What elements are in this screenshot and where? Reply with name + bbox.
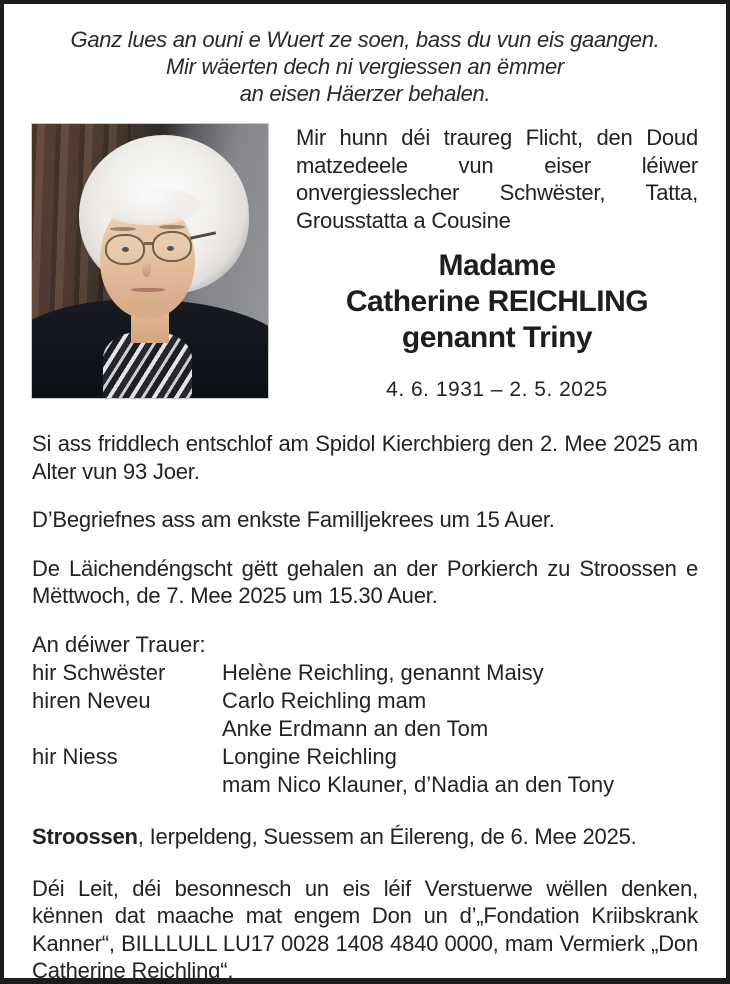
photo-eyebrow-left — [110, 227, 136, 231]
relation-names: mam Nico Klauner, d’Nadia an den Tony — [222, 771, 615, 797]
epigraph — [32, 26, 698, 107]
life-dates: 4. 6. 1931 – 2. 5. 2025 — [386, 378, 608, 401]
death-paragraph: Si ass friddlech entschlof am Spidol Kierchbierg den 2. Mee 2025 am Alter vun 93 Joer. — [32, 431, 698, 484]
relation-names: Anke Erdmann an den Tom — [222, 715, 489, 741]
mourning-list — [32, 659, 698, 799]
service-paragraph: De Läichendéngscht gëtt gehalen an der Porkierch zu Stroossen e Mëttwoch, de 7. Mee 2025 um 15.30 Auer. — [32, 555, 698, 608]
funeral-private-paragraph: D’Begriefnes ass am enkste Familljekrees um 15 Auer. — [32, 507, 555, 532]
relation-label — [32, 715, 222, 743]
relation-label: hir Niess — [32, 743, 118, 769]
deceased-name-block — [296, 248, 698, 356]
photo-and-intro-row — [32, 124, 698, 402]
dateline-rest: , Ierpeldeng, Suessem an Éilereng, de 6. Mee 2025. — [137, 823, 637, 849]
mourning-row — [32, 771, 698, 799]
mourning-row — [32, 687, 698, 715]
relation-label — [32, 771, 222, 799]
deceased-title: Madame — [438, 249, 556, 282]
photo-glasses-bridge — [144, 242, 154, 245]
photo-hair-fringe — [96, 187, 202, 225]
photo-nose — [142, 261, 151, 277]
mourning-heading: An déiwer Trauer: — [32, 631, 206, 657]
portrait-photo — [32, 124, 268, 398]
relation-names: Helène Reichling, genannt Maisy — [222, 659, 544, 685]
deceased-nickname: genannt Triny — [401, 321, 593, 354]
relation-label: hiren Neveu — [32, 687, 151, 713]
relation-names: Carlo Reichling mam — [222, 687, 427, 713]
epigraph-line-1: Ganz lues an ouni e Wuert ze soen, bass du vun eis gaangen. — [70, 27, 660, 52]
epigraph-line-2: Mir wäerten dech ni vergiessen an ëmmer — [166, 54, 564, 79]
photo-glasses-right-lens — [152, 231, 192, 262]
relation-label: hir Schwëster — [32, 659, 166, 685]
notice-content — [4, 4, 726, 983]
mourning-row — [32, 659, 698, 687]
photo-glasses-left-lens — [105, 234, 145, 265]
donation-paragraph: Déi Leit, déi besonnesch un eis léif Verstuerwe wëllen denken, kënnen dat maache mat engem Don un d’„Fondation Kriibskrank Kanner“, BILLLULL LU17 0028 1408 4840 0000, mam Vermierk „Don Catherine Reichling“. — [32, 875, 698, 983]
intro-paragraph: Mir hunn déi traureg Flicht, den Doud matzedeele vun eiser léiwer onvergiesslecher Schwëster, Tatta, Grousstatta a Cousine — [296, 125, 698, 233]
mourning-row — [32, 715, 698, 743]
mourning-row — [32, 743, 698, 771]
intro-column — [268, 124, 698, 402]
deceased-name: Catherine REICHLING — [345, 285, 649, 318]
dateline-place: Stroossen — [32, 823, 138, 849]
relation-names: Longine Reichling — [222, 743, 397, 769]
dateline — [32, 823, 698, 851]
epigraph-line-3: an eisen Häerzer behalen. — [239, 81, 491, 106]
